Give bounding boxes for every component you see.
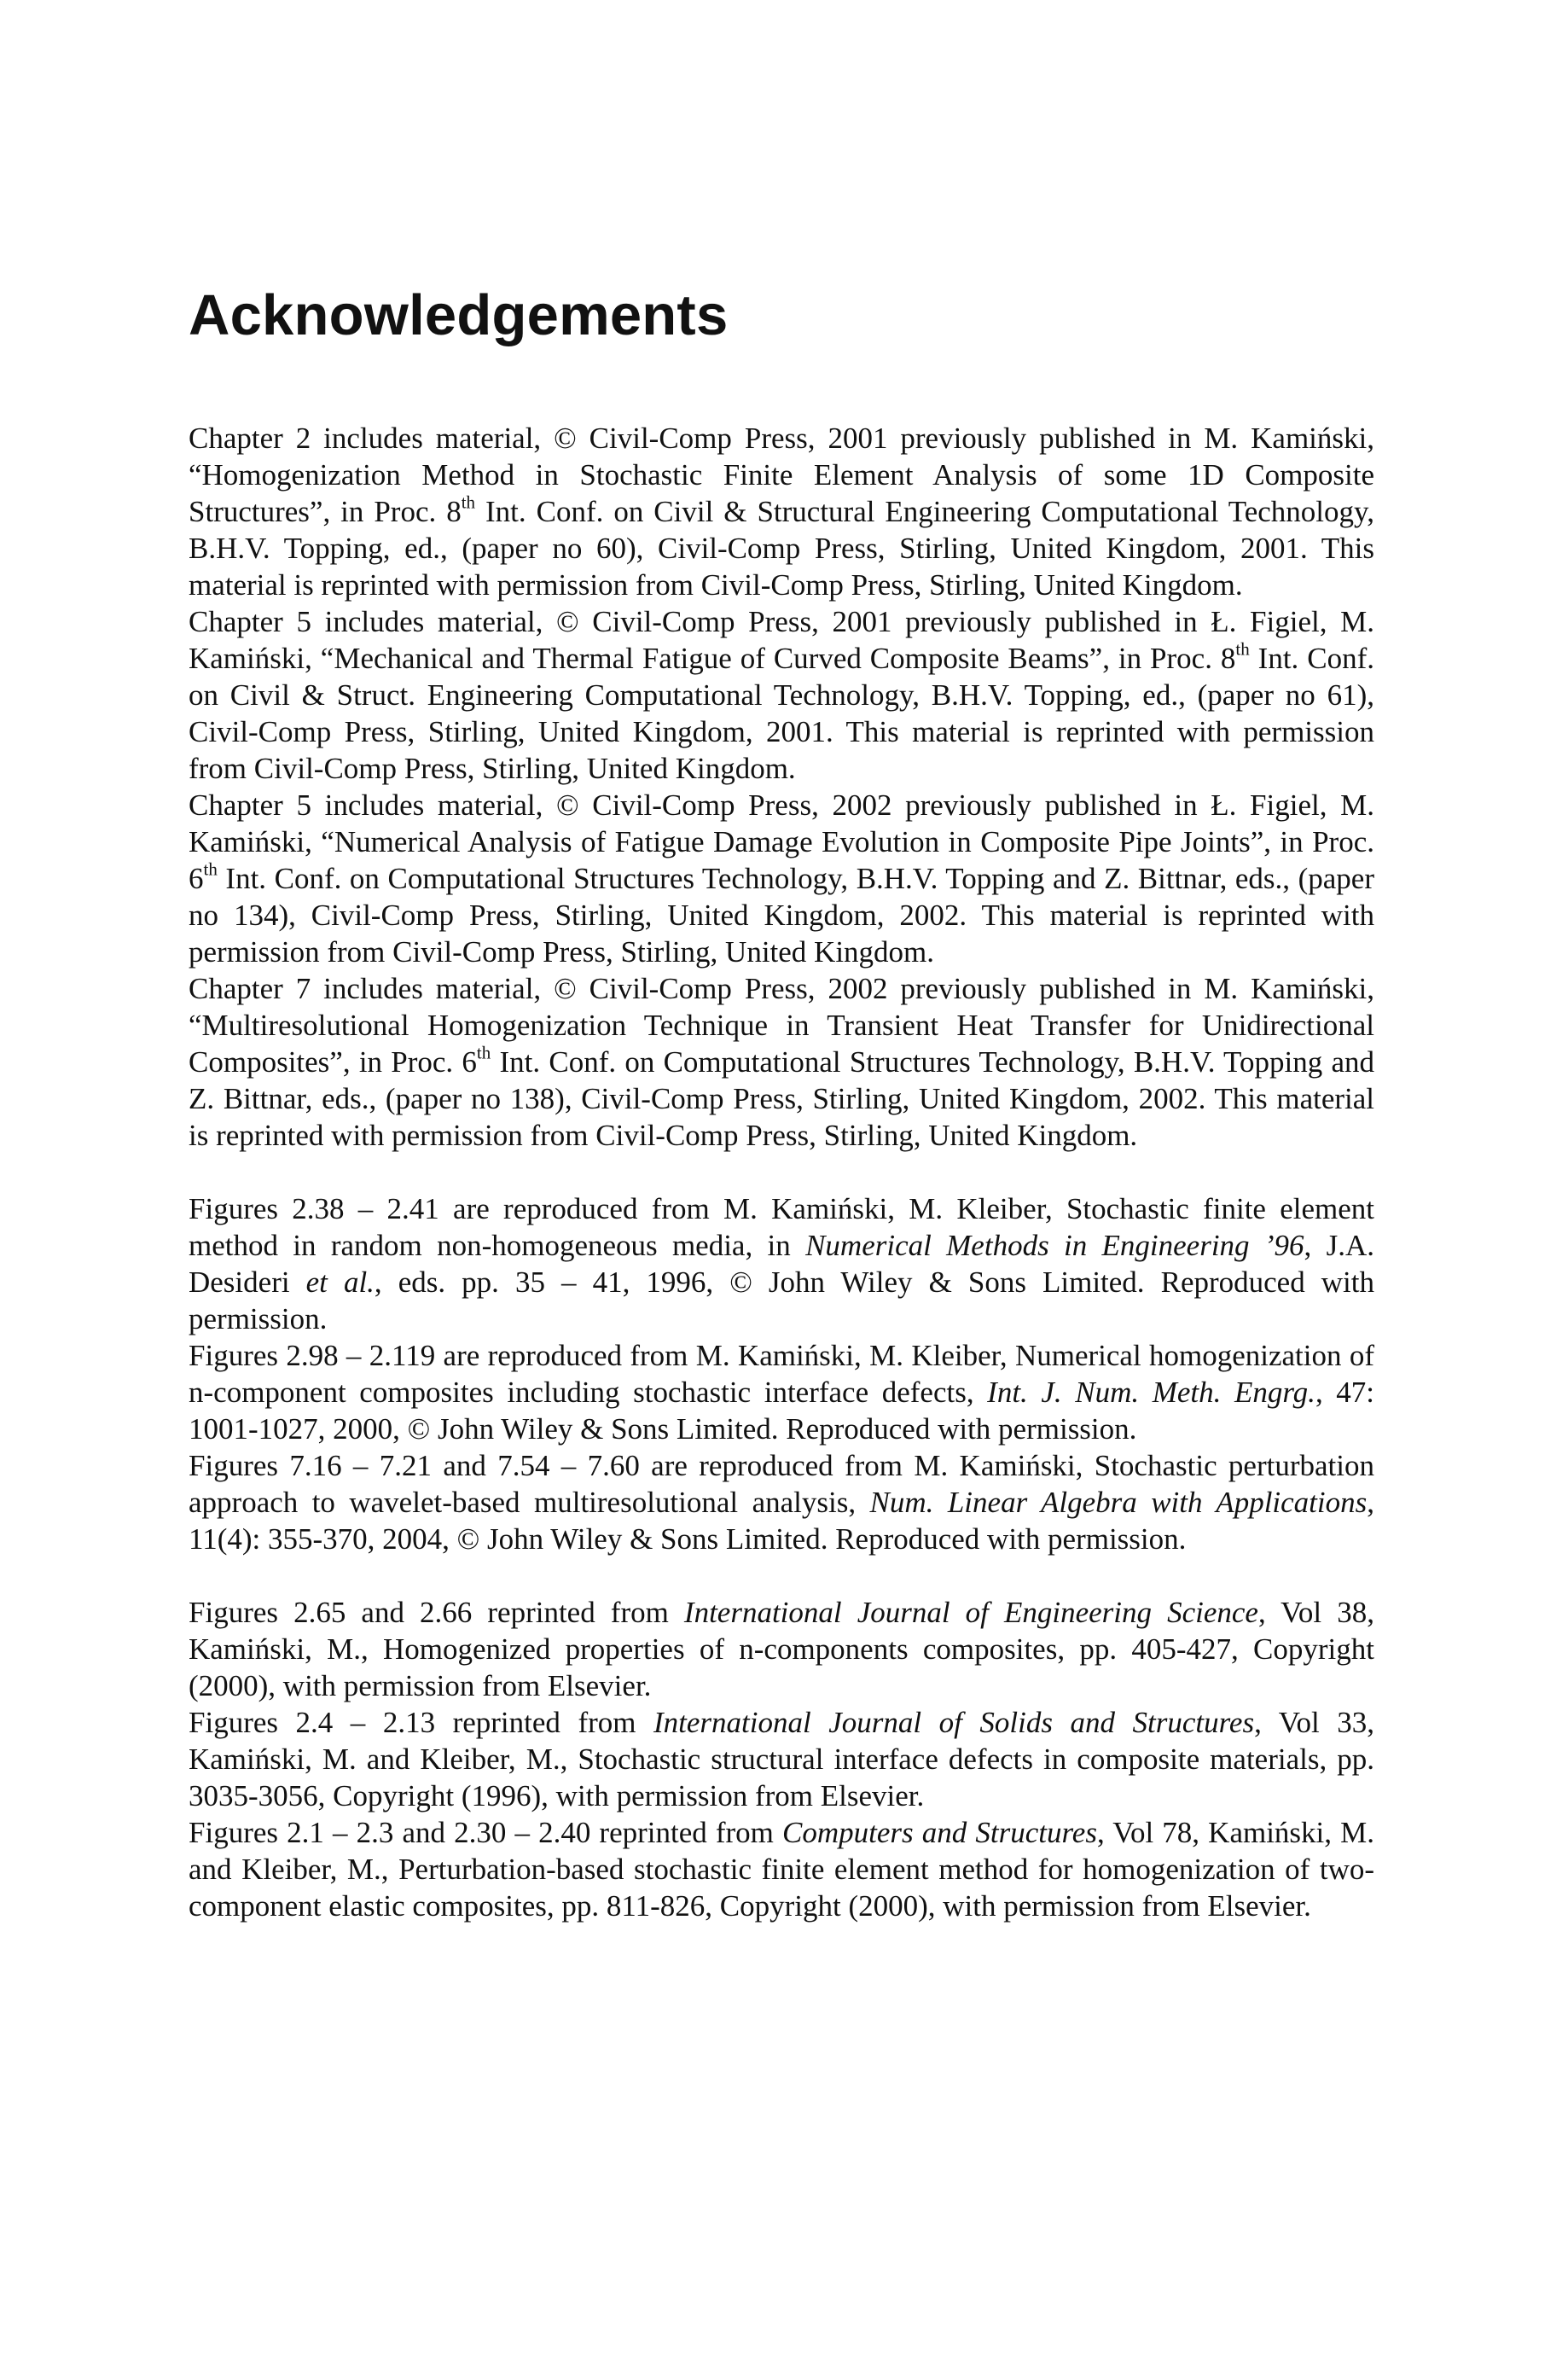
text-run: Chapter 5 includes material, © Civil-Comp Press, 2001 previously published in Ł. Figiel, M. Kamiński, “Mechanical and Thermal Fatigue of Curved Composite Beams”, in Proc. 8 (189, 605, 1374, 675)
italic-title: Int. J. Num. Meth. Engrg. (987, 1376, 1315, 1409)
ordinal-superscript: th (461, 492, 476, 513)
text-run: Figures 2.38 – 2.41 are reproduced from M. Kamiński, M. Kleiber, Stochastic finite element method in random non-homogeneous media, in (189, 1192, 1374, 1262)
text-run: , 11(4): 355-370, 2004, © John Wiley & Sons Limited. Reproduced with permission. (189, 1486, 1374, 1556)
acknowledgement-paragraph (189, 420, 1374, 603)
text-run: Chapter 2 includes material, © Civil-Comp Press, 2001 previously published in M. Kamiński, “Homogenization Method in Stochastic Finite Element Analysis of some 1D Composite Structures”, in Proc. 8 (189, 422, 1374, 528)
acknowledgement-section (189, 420, 1374, 1154)
acknowledgement-paragraph (189, 970, 1374, 1154)
acknowledgement-section (189, 1190, 1374, 1557)
ordinal-superscript: th (476, 1042, 491, 1063)
acknowledgement-paragraph (189, 1447, 1374, 1557)
text-run: Figures 2.1 – 2.3 and 2.30 – 2.40 reprinted from (189, 1816, 783, 1849)
text-run: Chapter 7 includes material, © Civil-Comp Press, 2002 previously published in M. Kamiński, “Multiresolutional Homogenization Technique in Transient Heat Transfer for Unidirectional Composites”, in Proc. 6 (189, 972, 1374, 1079)
italic-title: International Journal of Solids and Structures (653, 1706, 1255, 1739)
acknowledgement-section (189, 1594, 1374, 1924)
ordinal-superscript: th (1235, 638, 1250, 660)
italic-title: International Journal of Engineering Science (683, 1596, 1258, 1629)
text-run: , J.A. Desideri (189, 1229, 1374, 1299)
italic-title: Computers and Structures (782, 1816, 1097, 1849)
acknowledgement-paragraph (189, 1337, 1374, 1447)
text-run: Figures 2.65 and 2.66 reprinted from (189, 1596, 684, 1629)
text-run: Figures 2.4 – 2.13 reprinted from (189, 1706, 653, 1739)
text-run: Int. Conf. on Computational Structures Technology, B.H.V. Topping and Z. Bittnar, eds., (paper no 138), Civil-Comp Press, Stirling, United Kingdom, 2002. This material is reprinted with permission from Civil-Comp Press, Stirling, United Kingdom. (189, 1045, 1374, 1152)
text-run: , 47: 1001-1027, 2000, © John Wiley & Sons Limited. Reproduced with permission. (189, 1376, 1374, 1446)
italic-title: Num. Linear Algebra with Applications (869, 1486, 1368, 1519)
acknowledgement-sections (189, 420, 1374, 1924)
page-title: Acknowledgements (189, 283, 729, 347)
text-run: , Vol 78, Kamiński, M. and Kleiber, M., Perturbation-based stochastic finite element method for homogenization of two-component elastic composites, pp. 811-826, Copyright (2000), with permission from Elsevier. (189, 1816, 1374, 1923)
text-run: Int. Conf. on Civil & Struct. Engineering Computational Technology, B.H.V. Topping, ed., (paper no 61), Civil-Comp Press, Stirling, United Kingdom, 2001. This material is reprinted with permission from Civil-Comp Press, Stirling, United Kingdom. (189, 642, 1374, 785)
italic-title: Numerical Methods in Engineering ’96 (805, 1229, 1304, 1262)
page (189, 282, 1374, 1924)
italic-title: et al. (305, 1265, 375, 1299)
text-run: Int. Conf. on Computational Structures Technology, B.H.V. Topping and Z. Bittnar, eds., (paper no 134), Civil-Comp Press, Stirling, United Kingdom, 2002. This material is reprinted with permission from Civil-Comp Press, Stirling, United Kingdom. (189, 862, 1374, 969)
text-run: Figures 2.98 – 2.119 are reproduced from M. Kamiński, M. Kleiber, Numerical homogenization of n-component composites including stochastic interface defects, (189, 1339, 1374, 1409)
acknowledgement-paragraph (189, 1704, 1374, 1814)
text-run: , Vol 33, Kamiński, M. and Kleiber, M., Stochastic structural interface defects in composite materials, pp. 3035-3056, Copyright (1996), with permission from Elsevier. (189, 1706, 1374, 1812)
acknowledgement-paragraph (189, 787, 1374, 970)
acknowledgement-paragraph (189, 1594, 1374, 1704)
text-run: , eds. pp. 35 – 41, 1996, © John Wiley & Sons Limited. Reproduced with permission. (189, 1265, 1374, 1335)
text-run: Chapter 5 includes material, © Civil-Comp Press, 2002 previously published in Ł. Figiel, M. Kamiński, “Numerical Analysis of Fatigue Damage Evolution in Composite Pipe Joints”, in Proc. 6 (189, 788, 1374, 895)
ordinal-superscript: th (203, 858, 218, 880)
acknowledgement-paragraph (189, 1190, 1374, 1337)
text-run: Figures 7.16 – 7.21 and 7.54 – 7.60 are reproduced from M. Kamiński, Stochastic perturbation approach to wavelet-based multiresolutional analysis, (189, 1449, 1374, 1519)
acknowledgement-paragraph (189, 1814, 1374, 1924)
acknowledgement-paragraph (189, 603, 1374, 787)
text-run: , Vol 38, Kamiński, M., Homogenized properties of n-components composites, pp. 405-427, Copyright (2000), with permission from Elsevier. (189, 1596, 1374, 1702)
text-run: Int. Conf. on Civil & Structural Engineering Computational Technology, B.H.V. Topping, ed., (paper no 60), Civil-Comp Press, Stirling, United Kingdom, 2001. This material is reprinted with permission from Civil-Comp Press, Stirling, United Kingdom. (189, 495, 1374, 602)
